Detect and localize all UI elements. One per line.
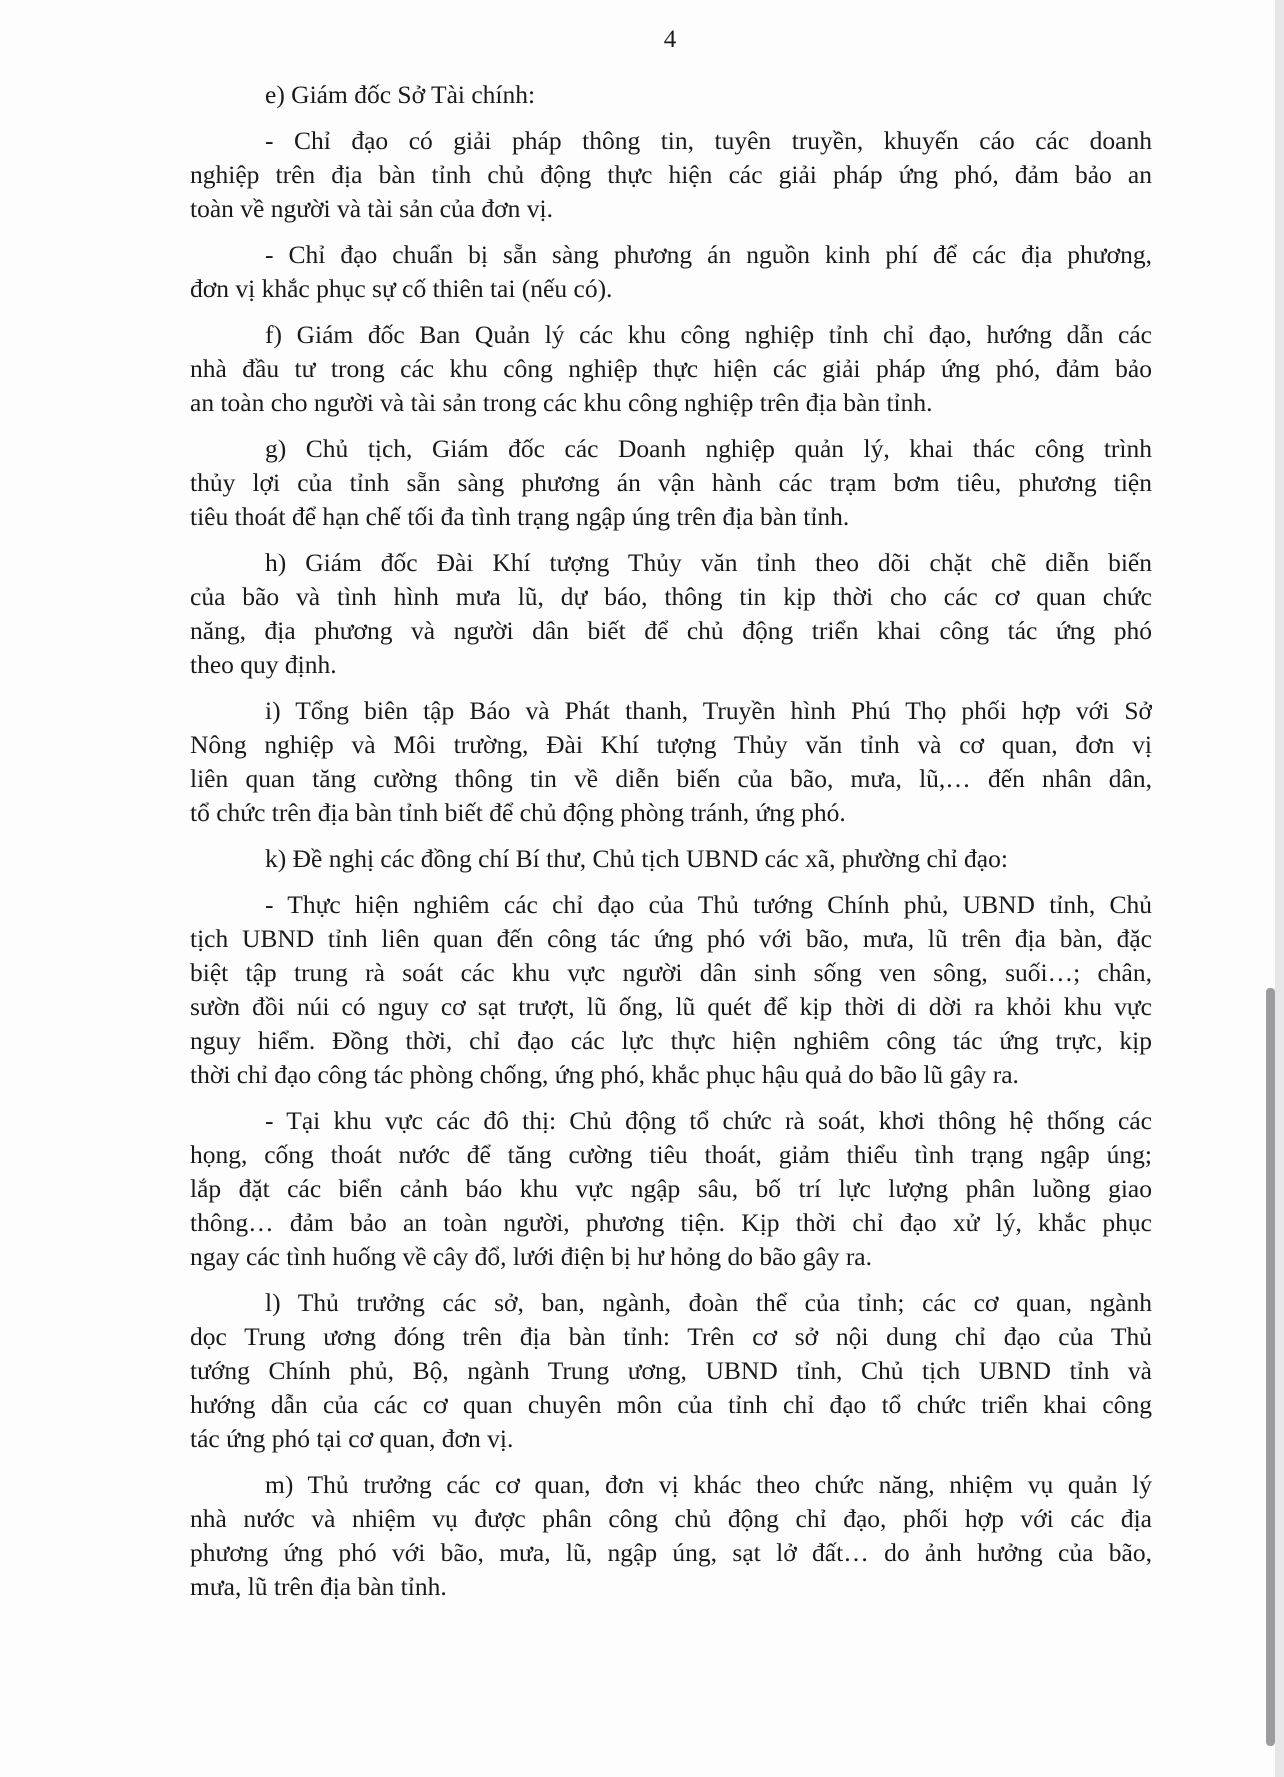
text-line: g) Chủ tịch, Giám đốc các Doanh nghiệp quản lý, khai thác công trình — [265, 434, 1152, 463]
paragraph — [190, 546, 1152, 682]
text-line: toàn về người và tài sản của đơn vị. — [190, 194, 553, 223]
paragraph — [190, 78, 1152, 112]
text-line: lắp đặt các biển cảnh báo khu vực ngập sâu, bố trí lực lượng phân luồng giao — [190, 1174, 1152, 1203]
paragraph — [190, 1286, 1152, 1456]
text-line: thủy lợi của tỉnh sẵn sàng phương án vận hành các trạm bơm tiêu, phương tiện — [190, 468, 1152, 497]
text-line: - Tại khu vực các đô thị: Chủ động tổ chức rà soát, khơi thông hệ thống các — [265, 1106, 1152, 1135]
page-number: 4 — [663, 26, 677, 53]
text-line: biệt tập trung rà soát các khu vực người dân sinh sống ven sông, suối…; chân, — [190, 958, 1152, 987]
text-line: m) Thủ trưởng các cơ quan, đơn vị khác theo chức năng, nhiệm vụ quản lý — [265, 1470, 1152, 1499]
text-line: an toàn cho người và tài sản trong các khu công nghiệp trên địa bàn tỉnh. — [190, 388, 933, 417]
text-line: tổ chức trên địa bàn tỉnh biết để chủ động phòng tránh, ứng phó. — [190, 798, 846, 827]
paragraph — [190, 432, 1152, 534]
text-line: liên quan tăng cường thông tin về diễn biến của bão, mưa, lũ,… đến nhân dân, — [190, 764, 1152, 793]
text-line: nhà đầu tư trong các khu công nghiệp thực hiện các giải pháp ứng phó, đảm bảo — [190, 354, 1152, 383]
text-line: e) Giám đốc Sở Tài chính: — [265, 80, 536, 109]
text-line: phương ứng phó với bão, mưa, lũ, ngập úng, sạt lở đất… do ảnh hưởng của bão, — [190, 1538, 1152, 1567]
document-body — [190, 78, 1152, 1616]
text-line: thời chỉ đạo công tác phòng chống, ứng phó, khắc phục hậu quả do bão lũ gây ra. — [190, 1060, 1019, 1089]
text-line: h) Giám đốc Đài Khí tượng Thủy văn tỉnh theo dõi chặt chẽ diễn biến — [265, 548, 1152, 577]
text-line: f) Giám đốc Ban Quản lý các khu công nghiệp tỉnh chỉ đạo, hướng dẫn các — [265, 320, 1152, 349]
paragraph — [190, 842, 1152, 876]
text-line: i) Tổng biên tập Báo và Phát thanh, Truyền hình Phú Thọ phối hợp với Sở — [265, 696, 1152, 725]
text-line: của bão và tình hình mưa lũ, dự báo, thông tin kịp thời cho các cơ quan chức — [190, 582, 1152, 611]
paragraph — [190, 888, 1152, 1092]
text-line: - Chỉ đạo chuẩn bị sẵn sàng phương án nguồn kinh phí để các địa phương, — [265, 240, 1152, 269]
text-line: dọc Trung ương đóng trên địa bàn tỉnh: Trên cơ sở nội dung chỉ đạo của Thủ — [190, 1322, 1152, 1351]
scrollbar-thumb[interactable] — [1266, 988, 1275, 1746]
text-line: Nông nghiệp và Môi trường, Đài Khí tượng Thủy văn tỉnh và cơ quan, đơn vị — [190, 730, 1152, 759]
paragraph — [190, 1468, 1152, 1604]
paragraph — [190, 694, 1152, 830]
text-line: họng, cống thoát nước để tăng cường tiêu thoát, giảm thiểu tình trạng ngập úng; — [190, 1140, 1152, 1169]
text-line: tướng Chính phủ, Bộ, ngành Trung ương, UBND tỉnh, Chủ tịch UBND tỉnh và — [190, 1356, 1152, 1385]
text-line: theo quy định. — [190, 650, 337, 679]
text-line: mưa, lũ trên địa bàn tỉnh. — [190, 1572, 447, 1601]
text-line: ngay các tình huống về cây đổ, lưới điện bị hư hỏng do bão gây ra. — [190, 1242, 873, 1271]
text-line: tịch UBND tỉnh liên quan đến công tác ứng phó với bão, mưa, lũ trên địa bàn, đặc — [190, 924, 1152, 953]
paragraph — [190, 318, 1152, 420]
text-line: nhà nước và nhiệm vụ được phân công chủ động chỉ đạo, phối hợp với các địa — [190, 1504, 1152, 1533]
paragraph — [190, 124, 1152, 226]
text-line: k) Đề nghị các đồng chí Bí thư, Chủ tịch UBND các xã, phường chỉ đạo: — [265, 844, 1008, 873]
text-line: - Thực hiện nghiêm các chỉ đạo của Thủ tướng Chính phủ, UBND tỉnh, Chủ — [265, 890, 1152, 919]
text-line: sườn đồi núi có nguy cơ sạt trượt, lũ ống, lũ quét để kịp thời di dời ra khỏi khu vực — [190, 992, 1152, 1021]
scroll-track[interactable] — [1275, 0, 1284, 1777]
text-line: thông… đảm bảo an toàn người, phương tiện. Kịp thời chỉ đạo xử lý, khắc phục — [190, 1208, 1152, 1237]
text-line: nghiệp trên địa bàn tỉnh chủ động thực hiện các giải pháp ứng phó, đảm bảo an — [190, 160, 1152, 189]
paragraph — [190, 1104, 1152, 1274]
text-line: tiêu thoát để hạn chế tối đa tình trạng ngập úng trên địa bàn tỉnh. — [190, 502, 850, 531]
text-line: l) Thủ trưởng các sở, ban, ngành, đoàn thể của tỉnh; các cơ quan, ngành — [265, 1288, 1152, 1317]
text-line: hướng dẫn của các cơ quan chuyên môn của tỉnh chỉ đạo tổ chức triển khai công — [190, 1390, 1152, 1419]
text-line: - Chỉ đạo có giải pháp thông tin, tuyên truyền, khuyến cáo các doanh — [265, 126, 1152, 155]
text-line: nguy hiểm. Đồng thời, chỉ đạo các lực thực hiện nghiêm công tác ứng trực, kịp — [190, 1026, 1152, 1055]
text-line: tác ứng phó tại cơ quan, đơn vị. — [190, 1424, 514, 1453]
paragraph — [190, 238, 1152, 306]
text-line: đơn vị khắc phục sự cố thiên tai (nếu có). — [190, 274, 613, 303]
text-line: năng, địa phương và người dân biết để chủ động triển khai công tác ứng phó — [190, 616, 1152, 645]
